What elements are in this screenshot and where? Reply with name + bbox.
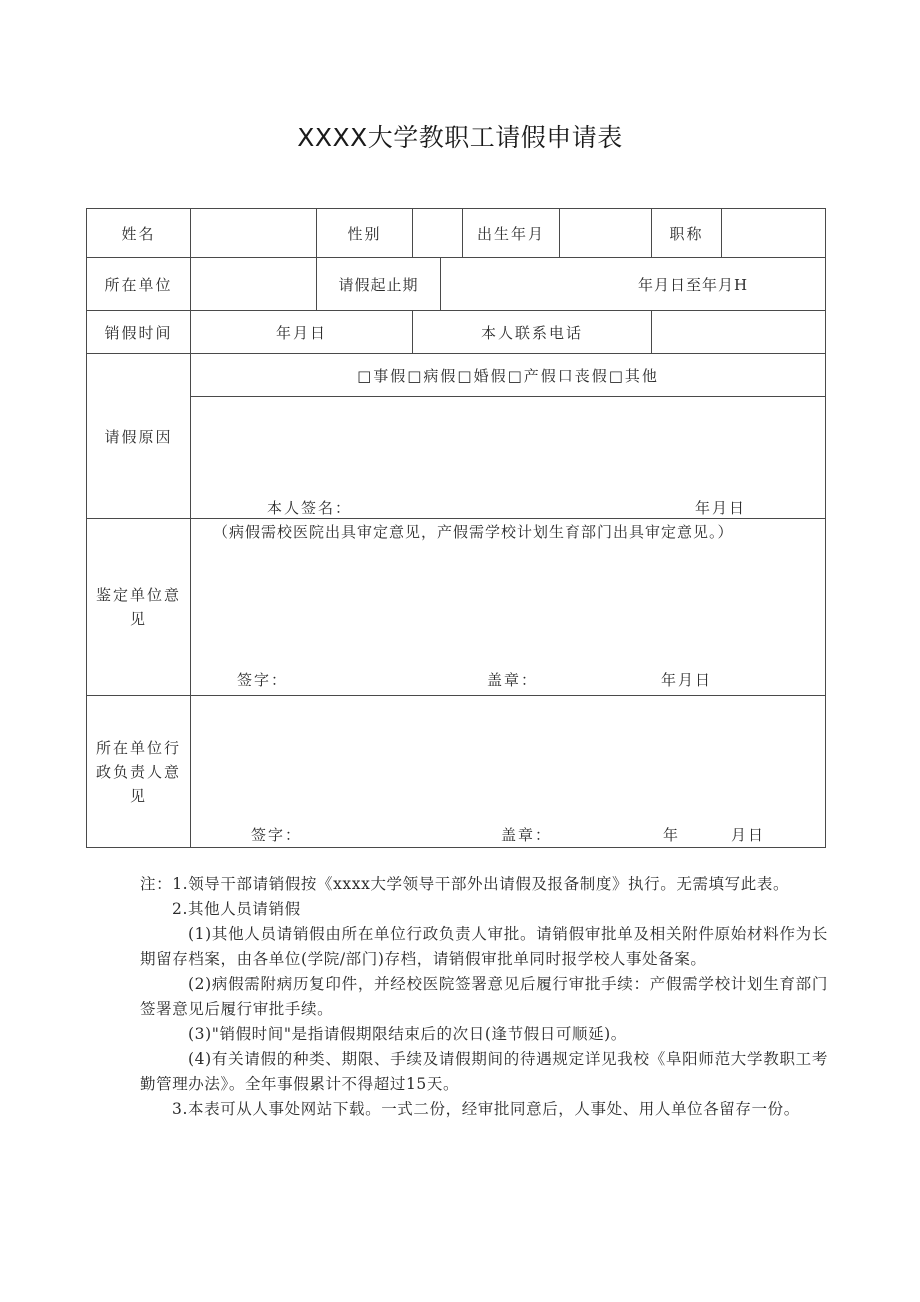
page-title: XXXX大学教职工请假申请表 [297,123,623,152]
gender-label: 性别 [317,209,413,258]
unit-label: 所在单位 [87,258,191,311]
reason-field[interactable] [191,397,826,519]
leader-seal-label: 盖章： [501,826,553,844]
leave-application-form [86,208,826,848]
leader-date-month-day: 月日 [731,826,766,844]
gender-field[interactable] [413,209,463,258]
leader-opinion-field[interactable] [191,696,826,848]
leader-opinion-label: 所在单位行政负责人意见 [87,696,191,848]
birth-label: 出生年月 [463,209,560,258]
note-2: 2.其他人员请销假 [172,900,301,918]
appraisal-field[interactable] [191,519,826,696]
appraisal-note: （病假需校医院出具审定意见，产假需学校计划生育部门出具审定意见。） [213,523,734,541]
appraisal-sign-label: 签字： [237,671,289,689]
phone-field[interactable] [652,311,826,354]
appraisal-date: 年月日 [661,671,713,689]
appraisal-seal-label: 盖章： [487,671,539,689]
note-1: 注：1.领导干部请销假按《xxxx大学领导干部外出请假及报备制度》执行。无需填写此表。 [140,875,790,893]
leave-period-field[interactable]: 年月日至年月H [441,258,826,311]
appraisal-label: 鉴定单位意见 [87,519,191,696]
leader-sign-label: 签字： [251,826,303,844]
note-2-3: (3)"销假时间"是指请假期限结束后的次日(逢节假日可顺延)。 [188,1025,627,1043]
notes-section [140,872,828,1122]
leave-period-label: 请假起止期 [317,258,441,311]
note-3: 3.本表可从人事处网站下载。一式二份，经审批同意后，人事处、用人单位各留存一份。 [172,1100,800,1118]
leave-type-options[interactable]: □事假□病假□婚假□产假口丧假□其他 [191,354,826,397]
note-2-1: (1)其他人员请销假由所在单位行政负责人审批。请销假审批单及相关附件原始材料作为长期留存档案，由各单位(学院/部门)存档，请销假审批单同时报学校人事处备案。 [140,925,828,968]
self-signature-label: 本人签名： [267,499,353,517]
note-2-4: (4)有关请假的种类、期限、手续及请假期间的待遇规定详见我校《阜阳师范大学教职工考勤管理办法》。全年事假累计不得超过15天。 [140,1050,828,1093]
name-field[interactable] [191,209,317,258]
name-label: 姓名 [87,209,191,258]
phone-label: 本人联系电话 [413,311,652,354]
reason-date: 年月日 [695,499,747,517]
note-2-2: (2)病假需附病历复印件，并经校医院签署意见后履行审批手续：产假需学校计划生育部门签署意见后履行审批手续。 [140,975,828,1018]
leader-date-year: 年 [663,826,681,844]
cancel-time-label: 销假时间 [87,311,191,354]
rank-label: 职称 [652,209,722,258]
birth-field[interactable] [560,209,652,258]
reason-label: 请假原因 [87,354,191,519]
cancel-time-field[interactable]: 年月日 [191,311,413,354]
rank-field[interactable] [722,209,826,258]
unit-field[interactable] [191,258,317,311]
